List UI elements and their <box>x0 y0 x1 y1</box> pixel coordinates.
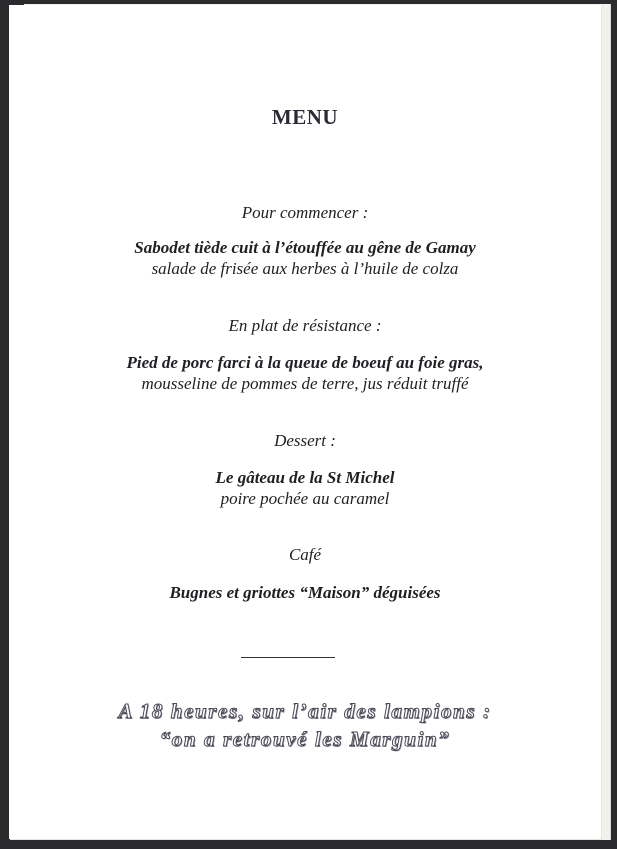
closing-line-1: A 18 heures, sur l’air des lampions : <box>118 699 492 723</box>
course-label-starter: Pour commencer : <box>241 203 369 222</box>
course-label-coffee: Café <box>288 545 322 564</box>
menu-title: MENU <box>271 105 339 129</box>
separator-rule <box>241 657 335 658</box>
dish-description-starter: salade de frisée aux herbes à l’huile de colza <box>151 259 459 278</box>
dish-starter: Sabodet tiède cuit à l’étouffée au gêne de Gamay <box>134 238 476 257</box>
course-label-main: En plat de résistance : <box>228 316 382 335</box>
menu-card <box>9 5 601 839</box>
closing-line-2: “on a retrouvé les Marguin” <box>159 727 451 751</box>
dish-coffee: Bugnes et griottes “Maison” déguisées <box>169 583 441 602</box>
dish-main: Pied de porc farci à la queue de boeuf au foie gras, <box>126 353 484 372</box>
course-label-dessert: Dessert : <box>274 431 336 450</box>
dish-description-dessert: poire pochée au caramel <box>220 489 390 508</box>
dish-description-main: mousseline de pommes de terre, jus réduit truffé <box>141 374 469 393</box>
dish-dessert: Le gâteau de la St Michel <box>215 468 395 487</box>
